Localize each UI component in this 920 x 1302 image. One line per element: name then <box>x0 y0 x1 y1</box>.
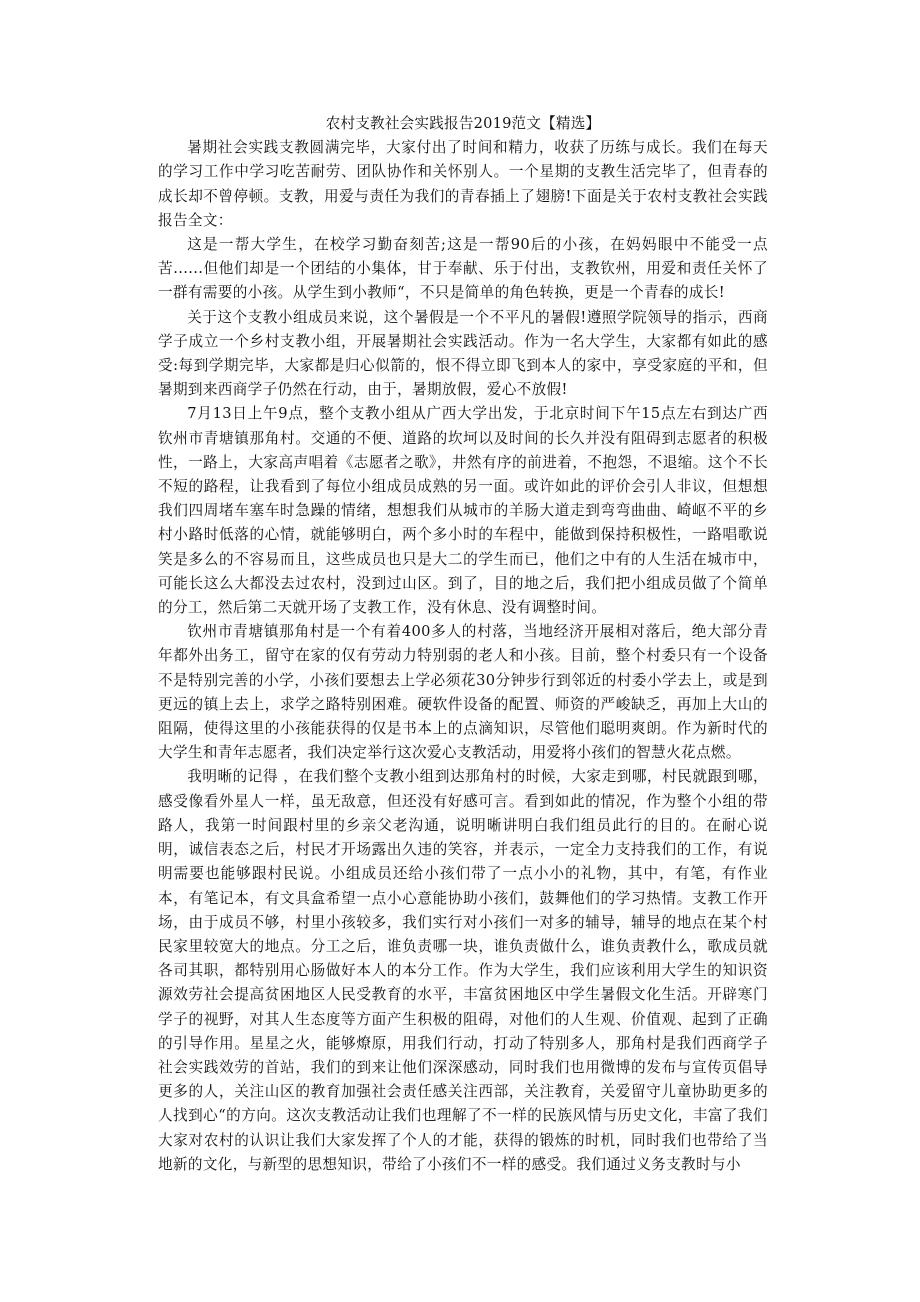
paragraph-intro: 暑期社会实践支教圆满完毕，大家付出了时间和精力，收获了历练与成长。我们在每天的学习工作中学习吃苦耐劳、团队协作和关怀别人。一个星期的支教生活完毕了，但青春的成长却不曾停顿。支教，用爱与责任为我们的青春插上了翅膀!下面是关于农村支教社会实践报告全文： <box>158 139 768 229</box>
document-title: 农村支教社会实践报告2019范文【精选】 <box>325 115 601 132</box>
paragraph-arrival: 我明晰的记得 ，在我们整个支教小组到达那角村的时候，大家走到哪，村民就跟到哪，感受像看外星人一样，虽无敌意，但还没有好感可言。看到如此的情况，作为整个小组的带路人，我第一时间跟村里的乡亲父老沟通，说明晰讲明白我们组员此行的目的。在耐心说明，诚信表态之后，村民才开场露出久违的笑容，并表示，一定全力支持我们的工作，有说明需要也能够跟村民说。小组成员还给小孩们带了一点小小的礼物，其中，有笔，有作业本，有笔记本，有文具盒希望一点小心意能协助小孩们，鼓舞他们的学习热情。支教工作开场，由于成员不够，村里小孩较多，我们实行对小孩们一对多的辅导，辅导的地点在某个村民家里较宽大的地点。分工之后，谁负责哪一块，谁负责做什么，谁负责教什么，歌成员就各司其职，都特别用心肠做好本人的本分工作。作为大学生，我们应该利用大学生的知识资源效劳社会提高贫困地区人民受教育的水平，丰富贫困地区中学生暑假文化生活。开辟寒门学子的视野，对其人生态度等方面产生积极的阻碍，对他们的人生观、价值观、起到了正确的引导作用。星星之火，能够燎原，用我们行动，打动了特别多人，那角村是我们西商学子社会实践效劳的首站，我们的到来让他们深深感动，同时我们也用微博的发布与宣传页倡导更多的人，关注山区的教育加强社会责任感关注西部，关注教育，关爱留守儿童协助更多的人找到心“的方向。这次支教活动让我们也理解了不一样的民族风情与历史文化，丰富了我们大家对农村的认识让我们大家发挥了个人的才能，获得的锻炼的时机，同时我们也带给了当地新的文化，与新型的思想知识，带给了小孩们不一样的感受。我们通过义务支教时与小 <box>158 768 768 1173</box>
paragraph-journey: 7月13日上午9点，整个支教小组从广西大学出发，于北京时间下午15点左右到达广西钦州市青塘镇那角村。交通的不便、道路的坎坷以及时间的长久并没有阻碍到志愿者的积极性，一路上，大家高声唱着《志愿者之歌》，井然有序的前进着，不抱怨，不退缩。这个不长不短的路程，让我看到了每位小组成员成熟的另一面。或许如此的评价会引人非议，但想想我们四周堵车塞车时急躁的情绪，想想我们从城市的羊肠大道走到弯弯曲曲、崎岖不平的乡村小路时低落的心情，就能够明白，两个多小时的车程中，能做到保持积极性，一路唱歌说笑是多么的不容易而且，这些成员也只是大二的学生而已，他们之中有的人生活在城市中，可能长这么大都没去过农村，没到过山区。到了，目的地之后，我们把小组成员做了个简单的分工，然后第二天就开场了支教工作，没有休息、没有调整时间。 <box>158 405 768 617</box>
paragraph-summer: 关于这个支教小组成员来说，这个暑假是一个不平凡的暑假!遵照学院领导的指示，西商学子成立一个乡村支教小组，开展暑期社会实践活动。作为一名大学生，大家都有如此的感受:每到学期完毕，大家都是归心似箭的，恨不得立即飞到本人的家中，享受家庭的平和，但暑期到来西商学子仍然在行动，由于，暑期放假，爱心不放假! <box>158 308 768 399</box>
document-body <box>158 112 768 1177</box>
paragraph-students: 这是一帮大学生，在校学习勤奋刻苦;这是一帮90后的小孩，在妈妈眼中不能受一点苦......但他们却是一个团结的小集体，甘于奉献、乐于付出，支教钦州，用爱和责任关怀了一群有需要的小孩。从学生到小教师“，不只是简单的角色转换，更是一个青春的成长! <box>158 236 768 302</box>
paragraph-village: 钦州市青塘镇那角村是一个有着400多人的村落，当地经济开展相对落后，绝大部分青年都外出务工，留守在家的仅有劳动力特别弱的老人和小孩。目前，整个村委只有一个设备不是特别完善的小学，小孩们要想去上学必须花30分钟步行到邻近的村委小学去上，或是到更远的镇上去上，求学之路特别困难。硬软件设备的配置、师资的严峻缺乏，再加上大山的阻隔，使得这里的小孩能获得的仅是书本上的点滴知识，尽管他们聪明爽朗。作为新时代的大学生和青年志愿者，我们决定举行这次爱心支教活动，用爱将小孩们的智慧火花点燃。 <box>158 623 768 762</box>
